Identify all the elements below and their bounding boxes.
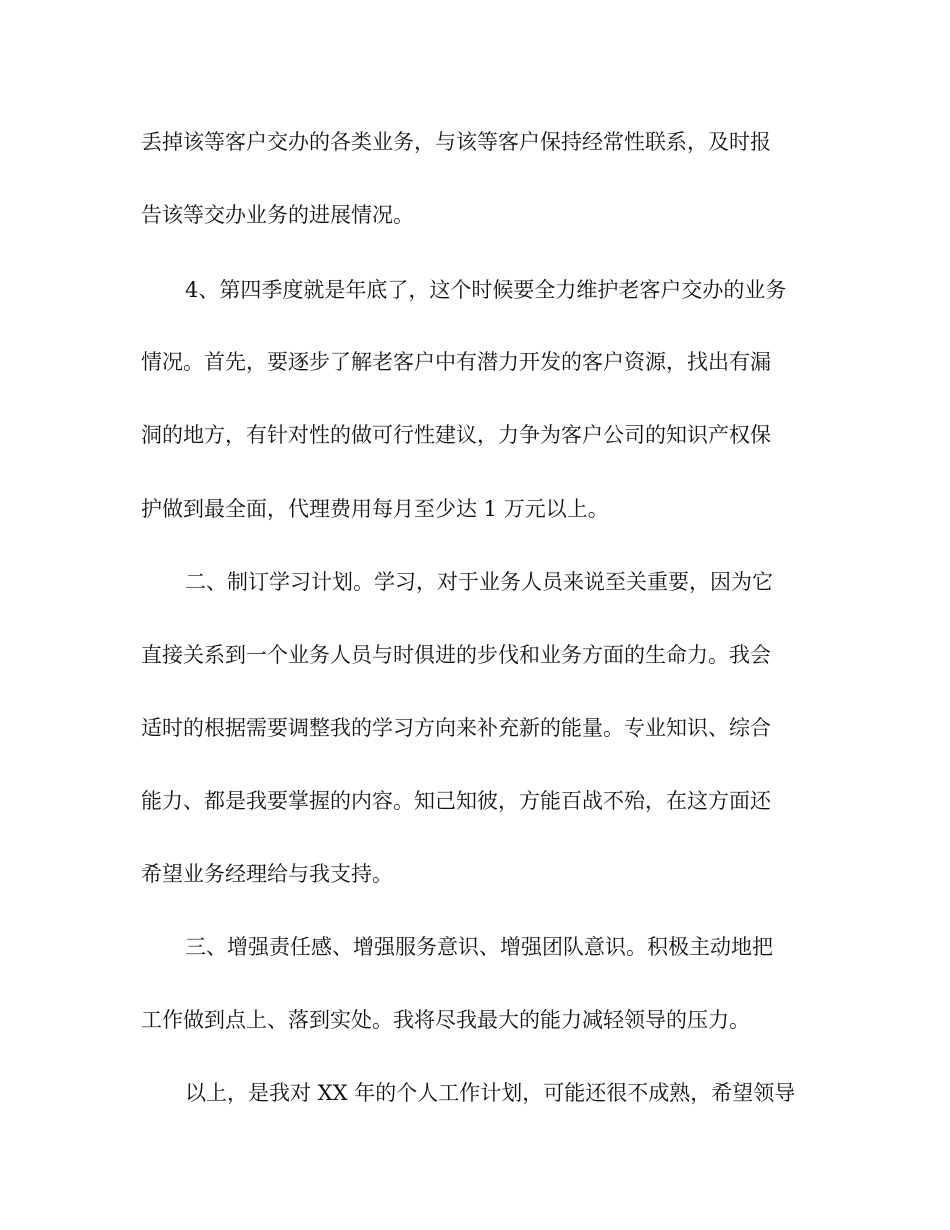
- text-line: 二、制订学习计划。学习，对于业务人员来说至关重要，因为它: [185, 570, 773, 594]
- text-line: 以上，是我对 XX 年的个人工作计划，可能还很不成熟，希望领导: [185, 1081, 796, 1105]
- text-line: 三、增强责任感、增强服务意识、增强团队意识。积极主动地把: [185, 935, 773, 959]
- text-line: 希望业务经理给与我支持。: [141, 862, 393, 886]
- text-line: 丢掉该等客户交办的各类业务，与该等客户保持经常性联系，及时报: [141, 130, 771, 154]
- text-line: 洞的地方，有针对性的做可行性建议，力争为客户公司的知识产权保: [141, 423, 771, 447]
- text-line: 告该等交办业务的进展情况。: [141, 203, 414, 227]
- text-line: 直接关系到一个业务人员与时俱进的步伐和业务方面的生命力。我会: [141, 643, 771, 667]
- text-line: 情况。首先，要逐步了解老客户中有潜力开发的客户资源，找出有漏: [141, 350, 771, 374]
- text-line: 能力、都是我要掌握的内容。知己知彼，方能百战不殆，在这方面还: [141, 789, 771, 813]
- text-line: 护做到最全面，代理费用每月至少达 1 万元以上。: [141, 497, 609, 521]
- text-line: 适时的根据需要调整我的学习方向来补充新的能量。专业知识、综合: [141, 716, 771, 740]
- text-line: 工作做到点上、落到实处。我将尽我最大的能力减轻领导的压力。: [141, 1008, 750, 1032]
- text-line: 4、第四季度就是年底了，这个时候要全力维护老客户交办的业务: [185, 278, 787, 302]
